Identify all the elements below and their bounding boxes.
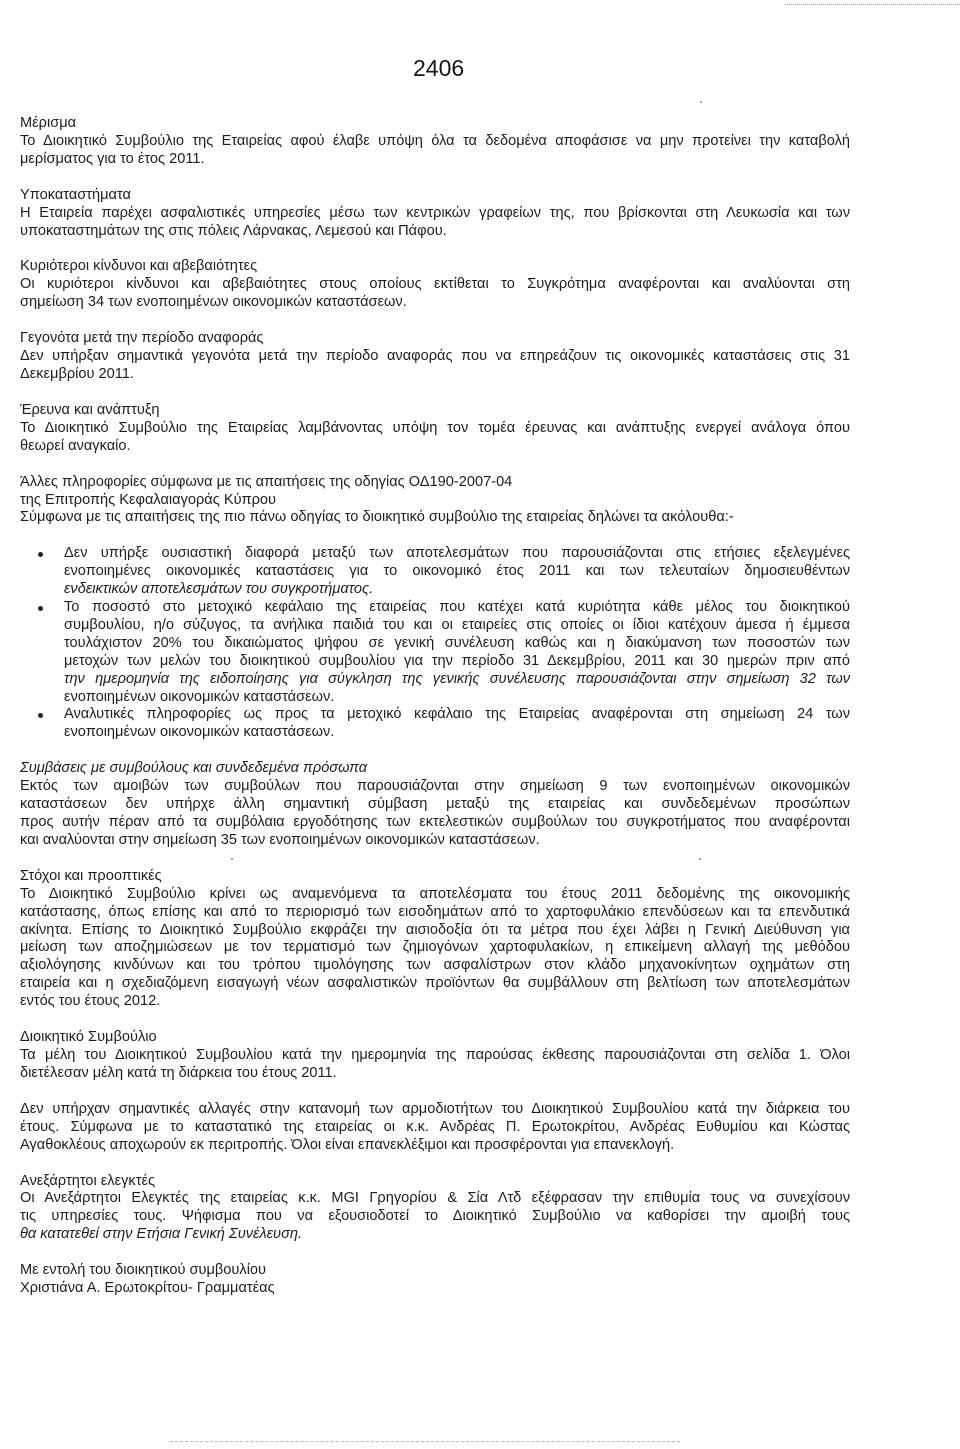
list-item-line: ενοποιημένων οικονομικών καταστάσεων. [64,724,335,741]
list-item-line: μετοχών των μελών του διοικητικού συμβουλίου για την περίοδο 31 Δεκεμβρίου, 2011 και 30 ημερών πριν από [64,652,850,669]
research-heading: Έρευνα και ανάπτυξη [20,401,160,418]
paragraph-line: Το Διοικητικό Συμβούλιο της Εταιρείας αφού έλαβε υπόψη όλα τα δεδομένα αποφάσισε να μην προτείνει την καταβολή [20,132,850,149]
paragraph-line: Αγαθοκλέους αποχωρούν εκ περιτροπής. Όλοι είναι επανεκλέξιμοι και προσφέρονται για επανεκλογή. [20,1136,675,1153]
paragraph-line: αξιολόγησης κινδύνων και του τρόπου τιμολόγησης των ασφαλίστρων στον κλάδο μηχανοκίνητων οχημάτων στη [20,957,850,974]
signatory-name: Χριστιάνα Α. Ερωτοκρίτου- Γραμματέας [20,1280,275,1297]
paragraph-line: θα κατατεθεί στην Ετήσια Γενική Συνέλευση. [20,1226,303,1243]
page-number: 2406 [413,55,465,81]
paragraph-line: Το Διοικητικό Συμβούλιο της Εταιρείας λαμβάνοντας υπόψη τον τομέα έρευνας και ανάπτυξης ενεργεί ανάλογα όπου [20,419,850,436]
paragraph-line: και αναλύονται στην σημείωση 35 των ενοποιημένων οικονομικών καταστάσεων. [20,831,540,848]
list-item-line: ενδεικτικών αποτελεσμάτων του συγκροτήματος. [64,581,374,598]
list-item [20,706,850,742]
paragraph-line: Οι κυριότεροι κίνδυνοι και αβεβαιότητες στους οποίους εκτίθεται το Συγκρότημα αναφέρονται και αναλύονται στη [20,276,850,293]
paragraph-line: Οι Ανεξάρτητοι Ελεγκτές της εταιρείας κ.κ. MGI Γρηγορίου & Σία Λτδ εξέφρασαν την επιθυμία τους να συνεχίσουν [20,1190,850,1207]
subsequent-events-section [20,330,850,384]
auditors-section [20,1173,850,1245]
paragraph-line: μερίσματος για το έτος 2011. [20,150,205,167]
list-item-line: ενοποιημένες οικονομικές καταστάσεις για το οικονομικό έτος 2011 και των τελευταίων δημοσιευθέντων [64,563,850,580]
list-item [20,545,850,599]
bullet-icon [38,713,43,718]
paragraph-line: Τα μέλη του Διοικητικού Συμβουλίου κατά την ημερομηνία της παρούσας έκθεσης παρουσιάζονται στη σελίδα 1. Όλοι [20,1046,850,1063]
objectives-heading: Στόχοι και προοπτικές [20,867,162,884]
scan-artifact [170,1441,680,1442]
other-info-heading: της Επιτροπής Κεφαλαιαγοράς Κύπρου [20,491,277,508]
other-info-section [20,474,850,528]
contracts-heading: Συμβάσεις με συμβούλους και συνδεδεμένα πρόσωπα [20,760,368,777]
research-section [20,402,850,456]
scan-artifact [785,4,960,5]
paragraph-line: κατάστασης, όπως επίσης και από το περιορισμό των εισοδημάτων από το χαρτοφυλάκιο επενδύσεων και τα επενδυτικά [20,903,850,920]
other-info-intro: Σύμφωνα με τις απαιτήσεις της πιο πάνω οδηγίας το διοικητικό συμβούλιο της εταιρείας δηλώνει τα ακόλουθα:- [20,509,734,526]
paragraph-line: τις υπηρεσίες τους. Ψήφισμα που να εξουσιοδοτεί το Διοικητικό Συμβούλιο να καθορίσει την αμοιβή τους [20,1208,850,1225]
other-info-heading: Άλλες πληροφορίες σύμφωνα με τις απαιτήσεις της οδηγίας ΟΔ190-2007-04 [20,473,513,490]
list-item-line: Δεν υπήρξε ουσιαστική διαφορά μεταξύ των αποτελεσμάτων που παρουσιάζονται στις ετήσιες εξελεγμένες [64,545,850,562]
paragraph-line: Δεν υπήρξαν σημαντικά γεγονότα μετά την περίοδο αναφοράς που να επηρεάζουν τις οικονομικές καταστάσεις στις 31 [20,348,850,365]
list-item-line: Αναλυτικές πληροφορίες ως προς τα μετοχικό κεφάλαιο της Εταιρείας αναφέρονται στη σημείωση 24 των [64,706,850,723]
board-heading: Διοικητικό Συμβούλιο [20,1029,157,1046]
paragraph-line: ακίνητα. Επίσης το Διοικητικό Συμβούλιο εκφράζει την αισιοδοξία ότι τα μέτρα που έχει λάβει η Γενική Διεύθυνση για [20,921,850,938]
risks-heading: Κυριότεροι κίνδυνοι και αβεβαιότητες [20,258,258,275]
paragraph-line: εντός του έτους 2012. [20,993,161,1010]
paragraph-line: Δεκεμβρίου 2011. [20,365,134,382]
paragraph-line: Δεν υπήρχαν σημαντικές αλλαγές στην κατανομή των αρμοδιοτήτων του Διοικητικού Συμβουλίου κατά την διάρκεια του [20,1100,850,1117]
subsequent-events-heading: Γεγονότα μετά την περίοδο αναφοράς [20,330,264,347]
list-item-line: συμβουλίου, η/ο σύζυγος, τα ανήλικα παιδιά του και οι εταιρείες στις οποίες οι ίδιοι κατέχουν άμεσα ή έμμεσα [64,616,850,633]
bullet-icon [38,606,43,611]
paragraph-line: εταιρεία και η σχεδιαζόμενη εισαγωγή νέων ασφαλιστικών προϊόντων θα συμβάλλουν στη βελτίωση των αποτελεσμάτων [20,975,850,992]
paragraph-line: Το Διοικητικό Συμβούλιο κρίνει ως αναμενόμενα τα αποτελέσματα του έτους 2011 δεδομένης της οικονομικής [20,885,850,902]
paragraph-line: Εκτός των αμοιβών των συμβούλων που παρουσιάζονται στην σημείωση 9 των ενοποιημένων οικονομικών [20,778,850,795]
paragraph-line: έτους. Σύμφωνα με το καταστατικό της εταιρείας οι κ.κ. Ανδρέας Π. Ερωτοκρίτου, Ανδρέας Ευθυμίου και Κώστας [20,1118,850,1135]
branches-section [20,187,850,241]
paragraph-line: σημείωση 34 των ενοποιημένων οικονομικών καταστάσεων. [20,294,407,311]
list-item-line: την ημερομηνία της ειδοποίησης για σύγκληση της γενικής συνέλευσης παρουσιάζονται στην σημείωση 32 των [64,670,850,687]
objectives-section [20,868,850,1011]
dividend-section [20,115,850,169]
contracts-section [20,760,850,850]
paragraph-line: μείωση των αποζημιώσεων με τον τερματισμό των ζημιογόνων χαρτοφυλακίων, η επικείμενη αλλαγή της μεθόδου [20,939,850,956]
list-item-line: Το ποσοστό στο μετοχικό κεφάλαιο της εταιρείας που κατέχει κατά κυριότητα κάθε μέλος του διοικητικού [64,599,850,616]
signoff-section [20,1262,850,1298]
dividend-heading: Μέρισμα [20,115,77,131]
paragraph-line: καταστάσεων δεν υπήρχε άλλη σημαντική σύμβαση μεταξύ της εταιρείας και συνδεδεμένων προσώπων [20,796,850,813]
declarations-list [20,545,850,742]
paragraph-line: Η Εταιρεία παρέχει ασφαλιστικές υπηρεσίες μέσω των κεντρικών γραφείων της, που βρίσκονται στη Λευκωσία και των [20,204,850,221]
branches-heading: Υποκαταστήματα [20,186,131,203]
paragraph-line: θεωρεί αναγκαίο. [20,437,131,454]
paragraph-line: διετέλεσαν μέλη κατά τη διάρκεια του έτους 2011. [20,1064,337,1081]
board-changes-paragraph [20,1101,850,1155]
list-item-line: τουλάχιστον 20% του δικαιώματος ψήφου σε γενική συνέλευση καθώς και η διακύμανση των ποσοστών των [64,634,850,651]
list-item [20,599,850,706]
scan-artifact [700,101,702,103]
auditors-heading: Ανεξάρτητοι ελεγκτές [20,1172,156,1189]
paragraph-line: προς αυτήν πέραν από τα συμβόλαια εργοδότησης των εκτελεστικών συμβούλων του συγκροτήματος που αναφέρονται [20,814,850,830]
list-item-line: ενοποιημένων οικονομικών καταστάσεων. [64,688,335,705]
report-body [20,115,850,1298]
risks-section [20,258,850,312]
board-section [20,1029,850,1083]
paragraph-line: υποκαταστημάτων της στις πόλεις Λάρνακας, Λεμεσού και Πάφου. [20,222,447,239]
bullet-icon [38,552,43,557]
signoff-line: Με εντολή του διοικητικού συμβουλίου [20,1262,267,1279]
